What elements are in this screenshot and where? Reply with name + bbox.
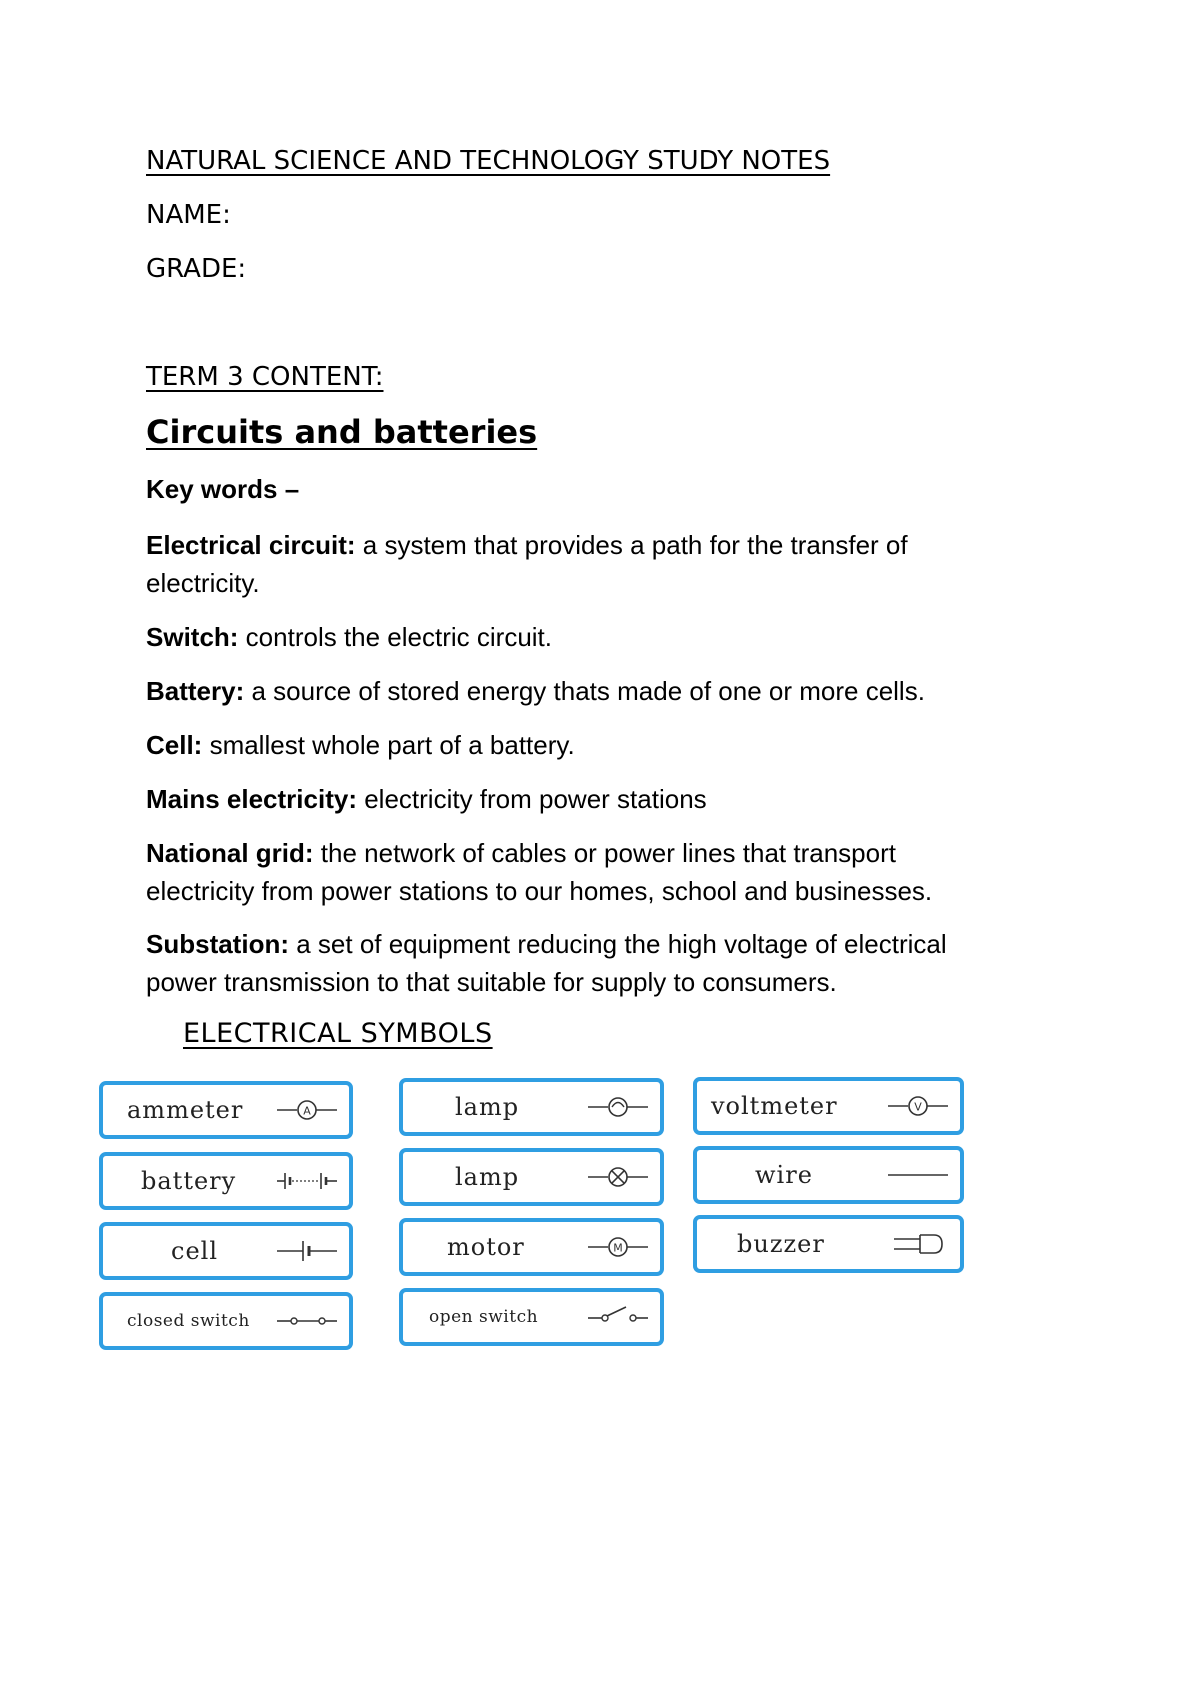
definition-text: electricity from power stations (356, 784, 707, 814)
symbol-label: lamp (455, 1093, 520, 1121)
symbol-card-lamp (399, 1078, 664, 1136)
symbol-card-wire (693, 1146, 964, 1204)
symbol-label: closed switch (127, 1311, 250, 1331)
open-switch-symbol-icon (586, 1302, 650, 1332)
definition-term: Mains electricity: (146, 784, 357, 814)
symbol-label: lamp (455, 1163, 520, 1191)
definition-text: the network of cables or power lines that transport (313, 838, 896, 868)
symbol-label: open switch (429, 1307, 539, 1327)
symbol-label: buzzer (737, 1230, 825, 1258)
svg-text:M: M (613, 1241, 623, 1255)
symbol-label: cell (171, 1237, 218, 1265)
definition-electrical-circuit (146, 526, 1046, 602)
battery-symbol-icon (275, 1166, 339, 1196)
symbol-card-open-switch (399, 1288, 664, 1346)
definition-term: Switch: (146, 622, 239, 652)
lamp-cross-symbol-icon (586, 1162, 650, 1192)
definition-text: a source of stored energy thats made of one or more cells. (244, 676, 925, 706)
symbol-label: motor (447, 1233, 525, 1261)
term-heading: TERM 3 CONTENT: (146, 362, 384, 392)
definition-term: National grid: (146, 838, 314, 868)
symbol-label: voltmeter (711, 1092, 838, 1120)
symbol-label: ammeter (127, 1096, 244, 1124)
motor-symbol-icon (586, 1232, 650, 1262)
definition-switch (146, 618, 1046, 656)
symbol-card-ammeter (99, 1081, 353, 1139)
definition-text: smallest whole part of a battery. (202, 730, 575, 760)
cell-symbol-icon (275, 1236, 339, 1266)
symbol-card-voltmeter (693, 1077, 964, 1135)
definition-cell (146, 726, 1046, 764)
definition-term: Cell: (146, 730, 203, 760)
symbol-card-motor (399, 1218, 664, 1276)
svg-text:A: A (303, 1104, 311, 1118)
symbol-card-buzzer (693, 1215, 964, 1273)
symbol-label: wire (755, 1161, 813, 1189)
wire-symbol-icon (886, 1160, 950, 1190)
topic-title: Circuits and batteries (146, 413, 538, 451)
key-words-heading: Key words – (146, 474, 300, 504)
definition-text: a system that provides a path for the transfer of (355, 530, 908, 560)
document-title: NATURAL SCIENCE AND TECHNOLOGY STUDY NOTES (146, 146, 831, 176)
symbol-card-closed-switch (99, 1292, 353, 1350)
name-label: NAME: (146, 200, 231, 230)
lamp-symbol-icon (586, 1092, 650, 1122)
symbols-heading: ELECTRICAL SYMBOLS (183, 1018, 493, 1049)
definition-text: controls the electric circuit. (238, 622, 553, 652)
voltmeter-symbol-icon (886, 1091, 950, 1121)
definition-substation (146, 925, 1046, 1001)
definition-text-continued: electricity. (146, 568, 260, 598)
symbol-card-battery (99, 1152, 353, 1210)
definition-mains-electricity (146, 780, 1046, 818)
symbol-card-lamp-cross (399, 1148, 664, 1206)
grade-label: GRADE: (146, 254, 247, 284)
ammeter-symbol-icon (275, 1095, 339, 1125)
definition-term: Substation: (146, 929, 289, 959)
definition-battery (146, 672, 1046, 710)
definition-term: Electrical circuit: (146, 530, 356, 560)
definition-term: Battery: (146, 676, 245, 706)
buzzer-symbol-icon (886, 1229, 950, 1259)
definition-text: a set of equipment reducing the high voltage of electrical (289, 929, 947, 959)
symbol-label: battery (141, 1167, 237, 1195)
svg-text:V: V (914, 1100, 922, 1114)
definition-national-grid (146, 834, 1046, 910)
definition-text-continued: electricity from power stations to our homes, school and businesses. (146, 876, 933, 906)
closed-switch-symbol-icon (275, 1306, 339, 1336)
definition-text-continued: power transmission to that suitable for supply to consumers. (146, 967, 837, 997)
symbol-card-cell (99, 1222, 353, 1280)
